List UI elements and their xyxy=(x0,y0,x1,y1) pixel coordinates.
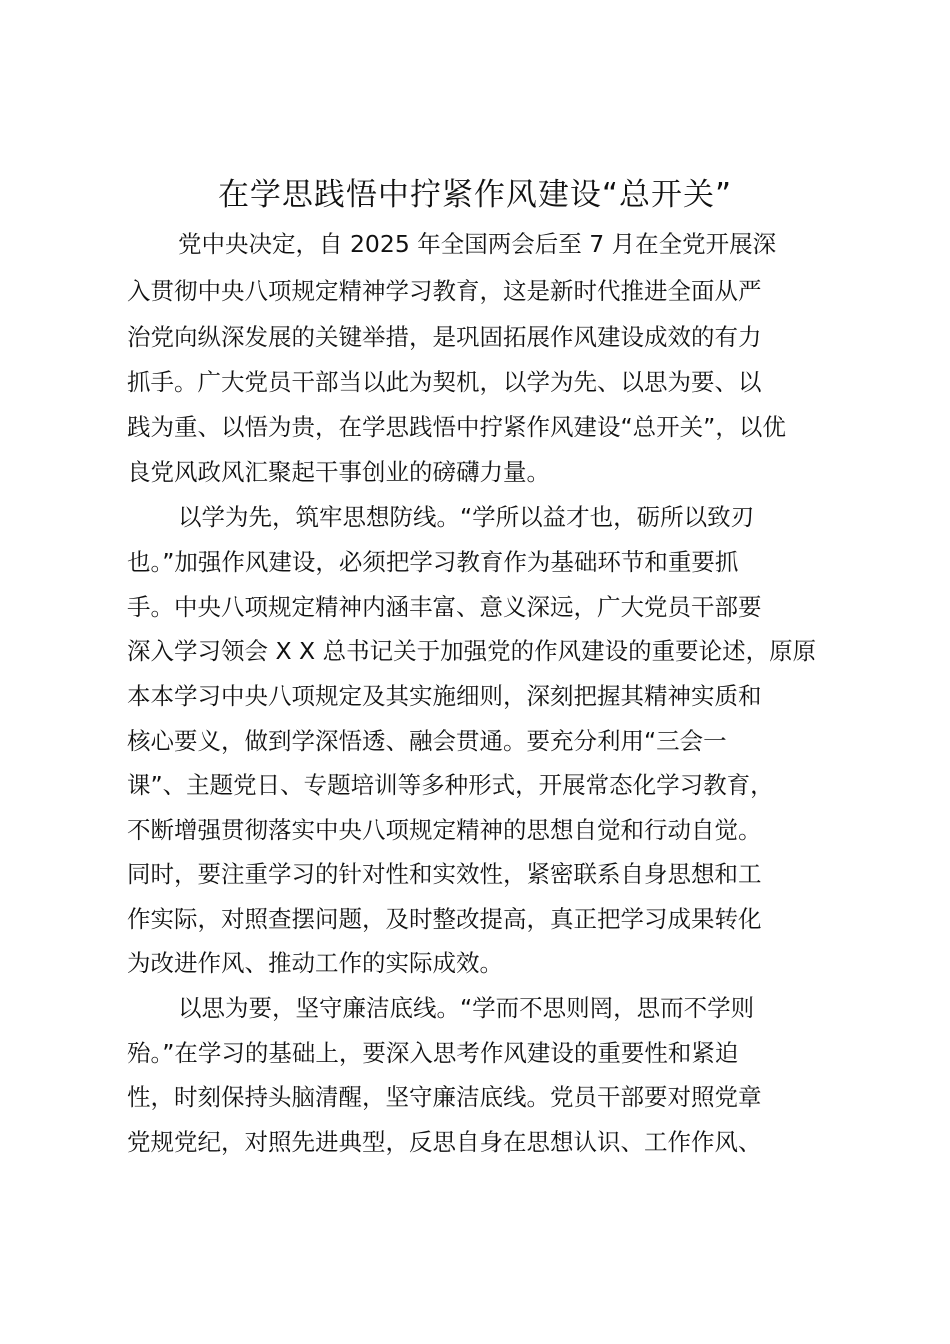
paragraph-1-line-1: 党中央决定，自 2025 年全国两会后至 7 月在全党开展深 xyxy=(178,230,777,258)
paragraph-2-line-9: 同时，要注重学习的针对性和实效性，紧密联系自身思想和工 xyxy=(127,860,762,888)
paragraph-2-line-6: 核心要义，做到学深悟透、融会贯通。要充分利用“三会一 xyxy=(127,727,727,755)
paragraph-2-line-7: 课”、主题党日、专题培训等多种形式，开展常态化学习教育， xyxy=(127,771,774,799)
paragraph-2-line-2: 也。”加强作风建设，必须把学习教育作为基础环节和重要抓 xyxy=(127,548,739,576)
paragraph-1-line-5: 践为重、以悟为贵，在学思践悟中拧紧作风建设“总开关”，以优 xyxy=(127,413,786,441)
paragraph-2-line-1: 以学为先，筑牢思想防线。“学所以益才也，砺所以致刃 xyxy=(178,503,755,531)
paragraph-1-line-4: 抓手。广大党员干部当以此为契机，以学为先、以思为要、以 xyxy=(127,368,762,396)
paragraph-2-line-5: 本本学习中央八项规定及其实施细则，深刻把握其精神实质和 xyxy=(127,682,762,710)
paragraph-2-line-8: 不断增强贯彻落实中央八项规定精神的思想自觉和行动自觉。 xyxy=(127,816,762,844)
paragraph-3-line-1: 以思为要，坚守廉洁底线。“学而不思则罔，思而不学则 xyxy=(178,994,755,1022)
document-title: 在学思践悟中拧紧作风建设“总开关” xyxy=(217,177,733,213)
paragraph-2-line-11: 为改进作风、推动工作的实际成效。 xyxy=(127,949,503,977)
paragraph-1-line-6: 良党风政风汇聚起干事创业的磅礴力量。 xyxy=(127,458,550,486)
paragraph-2-line-3: 手。中央八项规定精神内涵丰富、意义深远，广大党员干部要 xyxy=(127,593,762,621)
paragraph-3-line-2: 殆。”在学习的基础上，要深入思考作风建设的重要性和紧迫 xyxy=(127,1039,739,1067)
paragraph-3-line-3: 性，时刻保持头脑清醒，坚守廉洁底线。党员干部要对照党章 xyxy=(127,1083,762,1111)
paragraph-1-line-3: 治党向纵深发展的关键举措，是巩固拓展作风建设成效的有力 xyxy=(127,323,762,351)
paragraph-1-line-2: 入贯彻中央八项规定精神学习教育，这是新时代推进全面从严 xyxy=(127,277,762,305)
paragraph-2-line-10: 作实际，对照查摆问题，及时整改提高，真正把学习成果转化 xyxy=(127,905,762,933)
paragraph-2-line-4: 深入学习领会 X X 总书记关于加强党的作风建设的重要论述，原原 xyxy=(127,637,817,665)
paragraph-3-line-4: 党规党纪，对照先进典型，反思自身在思想认识、工作作风、 xyxy=(127,1128,762,1156)
